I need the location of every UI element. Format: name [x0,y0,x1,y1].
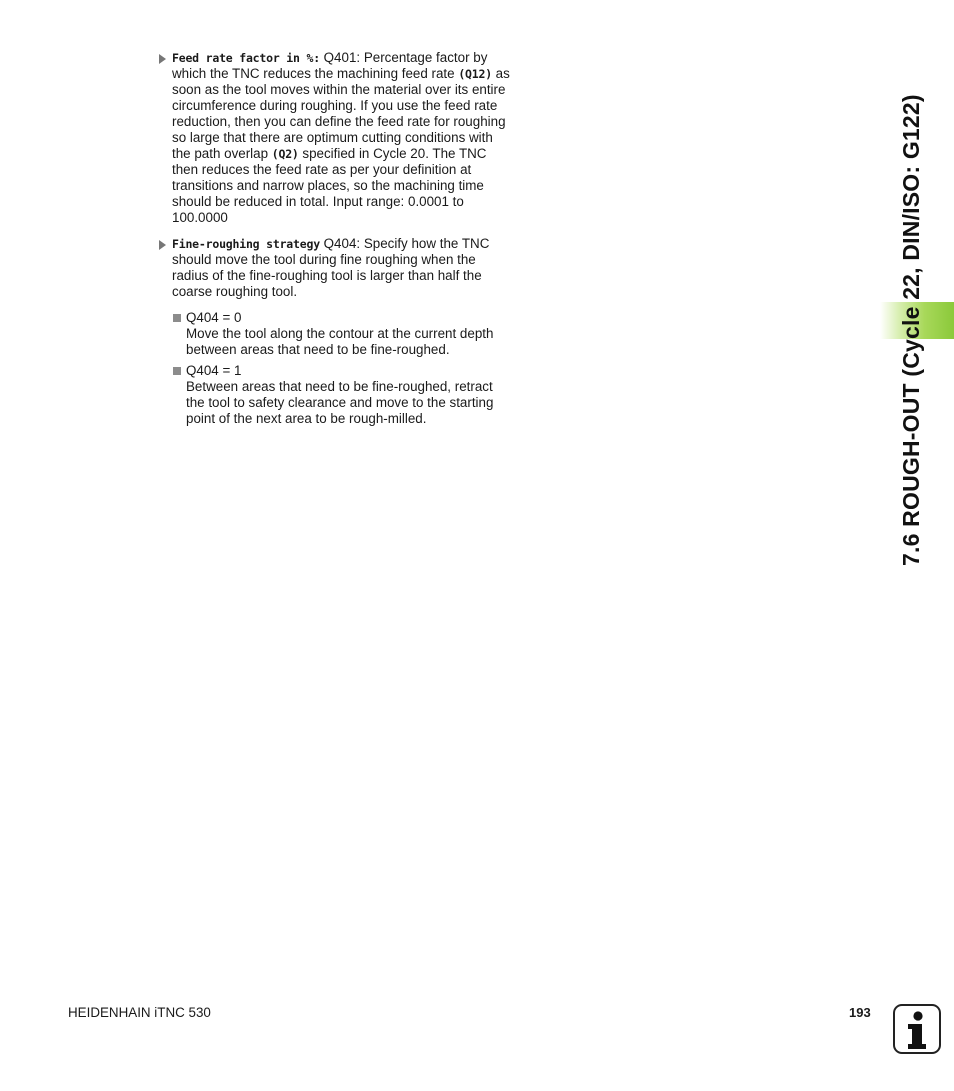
option-block [186,310,513,358]
parameter-text: specified in Cycle 20. The TNC then reduces the feed rate as per your definition at transitions and narrow places, so the machining time should be reduced in total. Input range: 0.0001 to 100.0000 [172,146,487,225]
option-description: Between areas that need to be fine-roughed, retract the tool to safety clearance and move to the starting point of the next area to be rough-milled. [186,379,494,426]
option-value: Q404 = 0 [186,310,242,325]
option-block [186,363,513,427]
parameter-description [172,50,511,226]
list-item [173,363,513,427]
parameter-text: as soon as the tool moves within the material over its entire circumference during roughing. If you use the feed rate reduction, then you can define the feed rate for roughing so large that there are optimum cutting conditions with the path overlap [172,66,510,161]
square-bullet-icon [173,367,181,375]
parameter-name: Fine-roughing strategy [172,237,320,251]
chapter-side-title: 7.6 ROUGH-OUT (Cycle 22, DIN/ISO: G122) [898,94,924,566]
parameter-name: Feed rate factor in %: [172,51,320,65]
parameter-text: Q401: Percentage factor by which the TNC reduces the machining feed rate [172,50,488,81]
parameter-code: (Q2) [271,147,299,161]
list-item [173,310,513,358]
parameter-code: (Q12) [458,67,492,81]
parameter-q404 [159,236,511,300]
info-icon [893,1004,941,1054]
triangle-right-icon [159,240,166,250]
parameter-q401 [159,50,511,226]
option-description: Move the tool along the contour at the current depth between areas that need to be fine-roughed. [186,326,494,357]
parameter-text: Q404: Specify how the TNC should move the tool during fine roughing when the radius of the fine-roughing tool is larger than half the coarse roughing tool. [172,236,490,299]
option-value: Q404 = 1 [186,363,242,378]
footer-product-name: HEIDENHAIN iTNC 530 [68,1005,211,1020]
parameter-description [172,236,511,300]
page-number: 193 [849,1005,871,1020]
triangle-right-icon [159,54,166,64]
square-bullet-icon [173,314,181,322]
